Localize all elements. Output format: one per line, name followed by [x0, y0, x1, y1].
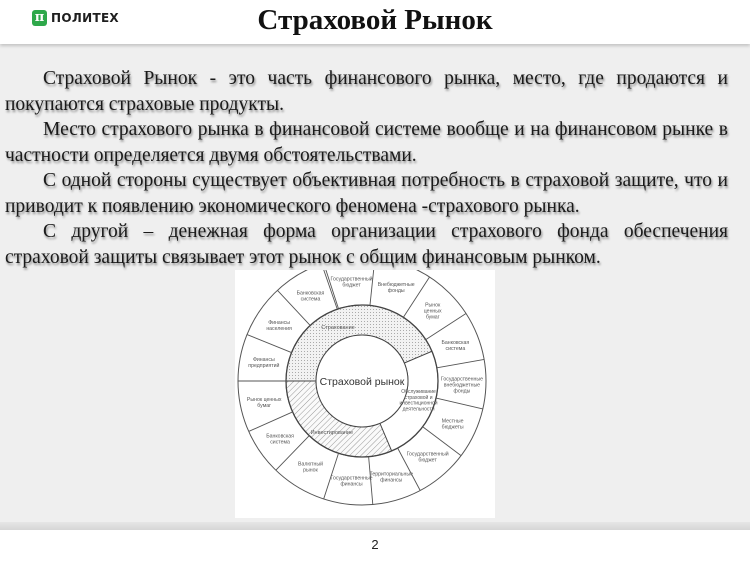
ring-divider [249, 412, 293, 432]
ring-divider [370, 270, 375, 305]
outer-ring-label: Территориальные финансы [369, 471, 413, 484]
paragraph-3: С одной стороны существует объективная потребность в страховой защите, что и приводит к появлению экономического феномена -страхового рынка. [5, 170, 728, 217]
ring-divider [436, 398, 483, 409]
inner-label-obsluzhivanie: Обслуживание страховой и инвестиционной деятельности [399, 389, 438, 413]
outer-ring-label: Банковская система [441, 340, 470, 353]
logo-text: ПОЛИТЕХ [51, 11, 119, 25]
paragraph-4: С другой – денежная форма организации страхового фонда обеспечения страховой защиты связывает этот рынок с общим финансовым рынком. [5, 221, 728, 268]
outer-ring-label: Банковская система [296, 290, 325, 303]
ring-divider [437, 359, 484, 367]
outer-ring-label: Финансы предприятий [248, 356, 280, 369]
outer-ring-label: Финансы населения [266, 320, 292, 333]
outer-ring-label: Государственный бюджет [330, 276, 373, 289]
slide-header [0, 0, 750, 44]
inner-label-investirovanie: Инвестирование [310, 429, 354, 436]
outer-ring-label: Государственные финансы [330, 475, 373, 488]
slide-title: Страховой Рынок [257, 4, 493, 36]
outer-ring-label: Государственный бюджет [406, 451, 449, 464]
outer-ring-label: Внебюджетные фонды [377, 282, 415, 295]
pi-logo-icon: π [32, 10, 47, 26]
ring-diagram [235, 270, 495, 518]
slide-content [0, 44, 750, 530]
center-label: Страховой рынок [319, 376, 405, 388]
outer-ring-label: Местные бюджеты [441, 418, 464, 431]
outer-ring-label: Рынок ценных бумаг [246, 396, 282, 409]
insurance-market-diagram [235, 270, 495, 518]
outer-ring-label: Рынок ценных бумаг [423, 302, 442, 321]
paragraph-2: Место страхового рынка в финансовой системе вообще и на финансовом рынке в частности определяется двумя обстоятельствами. [5, 119, 728, 166]
content-bottom-edge [0, 522, 750, 530]
ring-divider [247, 335, 292, 353]
body-text [5, 66, 728, 270]
page-number: 2 [371, 537, 379, 552]
outer-ring-label: Государственные внебюджетные фонды [440, 376, 483, 395]
paragraph-1: Страховой Рынок - это часть финансового рынка, место, где продаются и покупаются страховые продукты. [5, 68, 728, 115]
outer-ring-label: Валютный рынок [297, 461, 324, 474]
outer-ring-label: Банковская система [266, 433, 294, 446]
inner-label-strakhovanie: Страхование [321, 325, 355, 332]
